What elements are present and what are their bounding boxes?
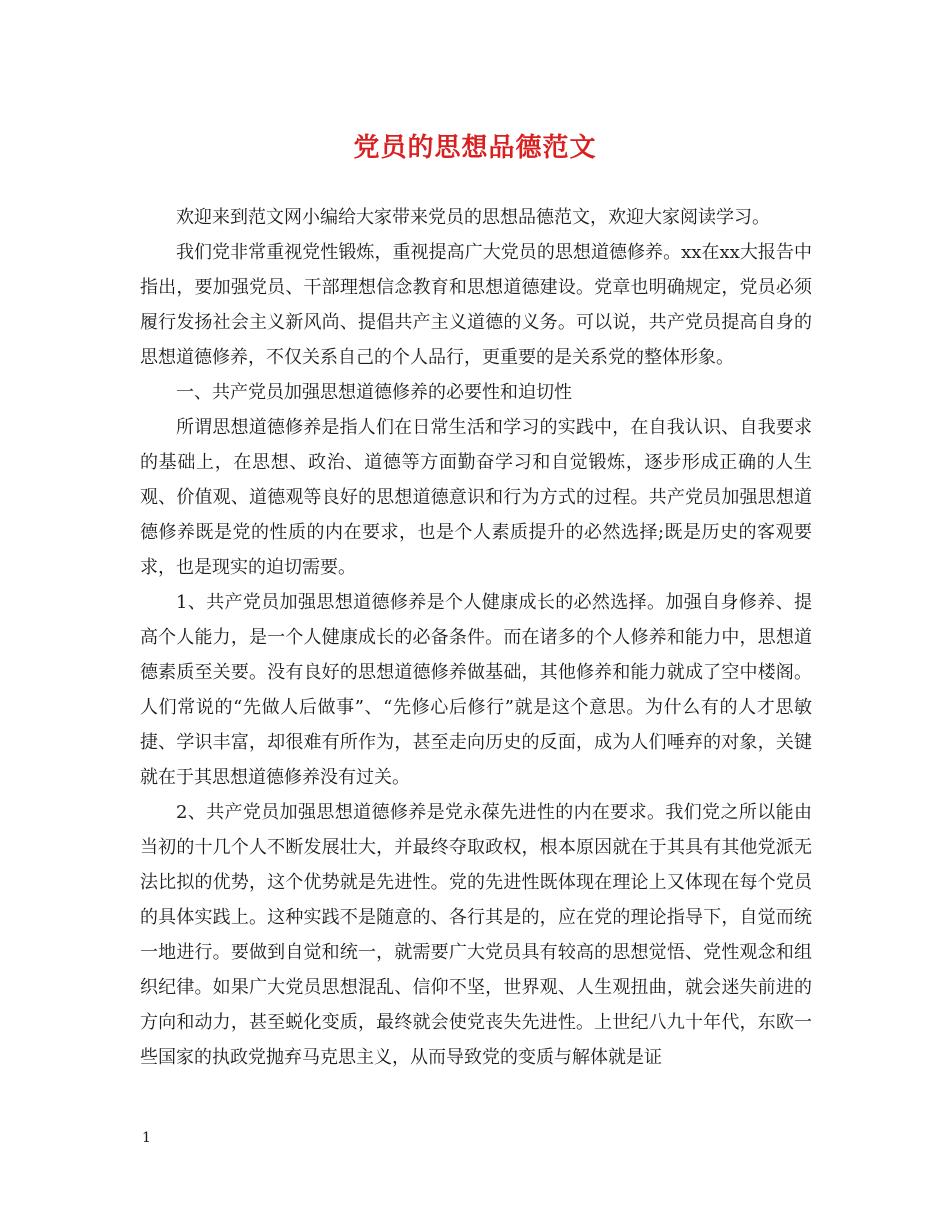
paragraph-definition: 所谓思想道德修养是指人们在日常生活和学习的实践中，在自我认识、自我要求的基础上，在思想、政治、道德等方面勤奋学习和自觉锻炼，逐步形成正确的人生观、价值观、道德观等良好的思想道德意识和行为方式的过程。共产党员加强思想道德修养既是党的性质的内在要求，也是个人素质提升的必然选择;既是历史的客观要求，也是现实的迫切需要。 [140, 417, 812, 578]
document-title: 党员的思想品德范文 [353, 133, 597, 163]
paragraph-point-1: 1、共产党员加强思想道德修养是个人健康成长的必然选择。加强自身修养、提高个人能力，是一个人健康成长的必备条件。而在诸多的个人修养和能力中，思想道德素质至关要。没有良好的思想道德修养做基础，其他修养和能力就成了空中楼阁。人们常说的“先做人后做事”、“先修心后修行”就是这个意思。为什么有的人才思敏捷、学识丰富，却很难有所作为，甚至走向历史的反面，成为人们唾弃的对象，关键就在于其思想道德修养没有过关。 [140, 592, 812, 788]
paragraph-intro: 欢迎来到范文网小编给大家带来党员的思想品德范文，欢迎大家阅读学习。 [176, 207, 770, 228]
page-number: 1 [142, 1130, 151, 1146]
paragraph-point-2: 2、共产党员加强思想道德修养是党永葆先进性的内在要求。我们党之所以能由当初的十几个人不断发展壮大，并最终夺取政权，根本原因就在于其具有其他党派无法比拟的优势，这个优势就是先进性。党的先进性既体现在理论上又体现在每个党员的具体实践上。这种实践不是随意的、各行其是的，应在党的理论指导下，自觉而统一地进行。要做到自觉和统一，就需要广大党员具有较高的思想觉悟、党性观念和组织纪律。如果广大党员思想混乱、信仰不坚，世界观、人生观扭曲，就会迷失前进的方向和动力，甚至蜕化变质，最终就会使党丧失先进性。上世纪八九十年代，东欧一些国家的执政党抛弃马克思主义，从而导致党的变质与解体就是证 [140, 802, 812, 1068]
document-body [140, 200, 812, 1075]
section-heading-1: 一、共产党员加强思想道德修养的必要性和迫切性 [176, 382, 572, 403]
paragraph-party-emphasis: 我们党非常重视党性锻炼，重视提高广大党员的思想道德修养。xx在xx大报告中指出，要加强党员、干部理想信念教育和思想道德建设。党章也明确规定，党员必须履行发扬社会主义新风尚、提倡共产主义道德的义务。可以说，共产党员提高自身的思想道德修养，不仅关系自己的个人品行，更重要的是关系党的整体形象。 [140, 242, 812, 368]
